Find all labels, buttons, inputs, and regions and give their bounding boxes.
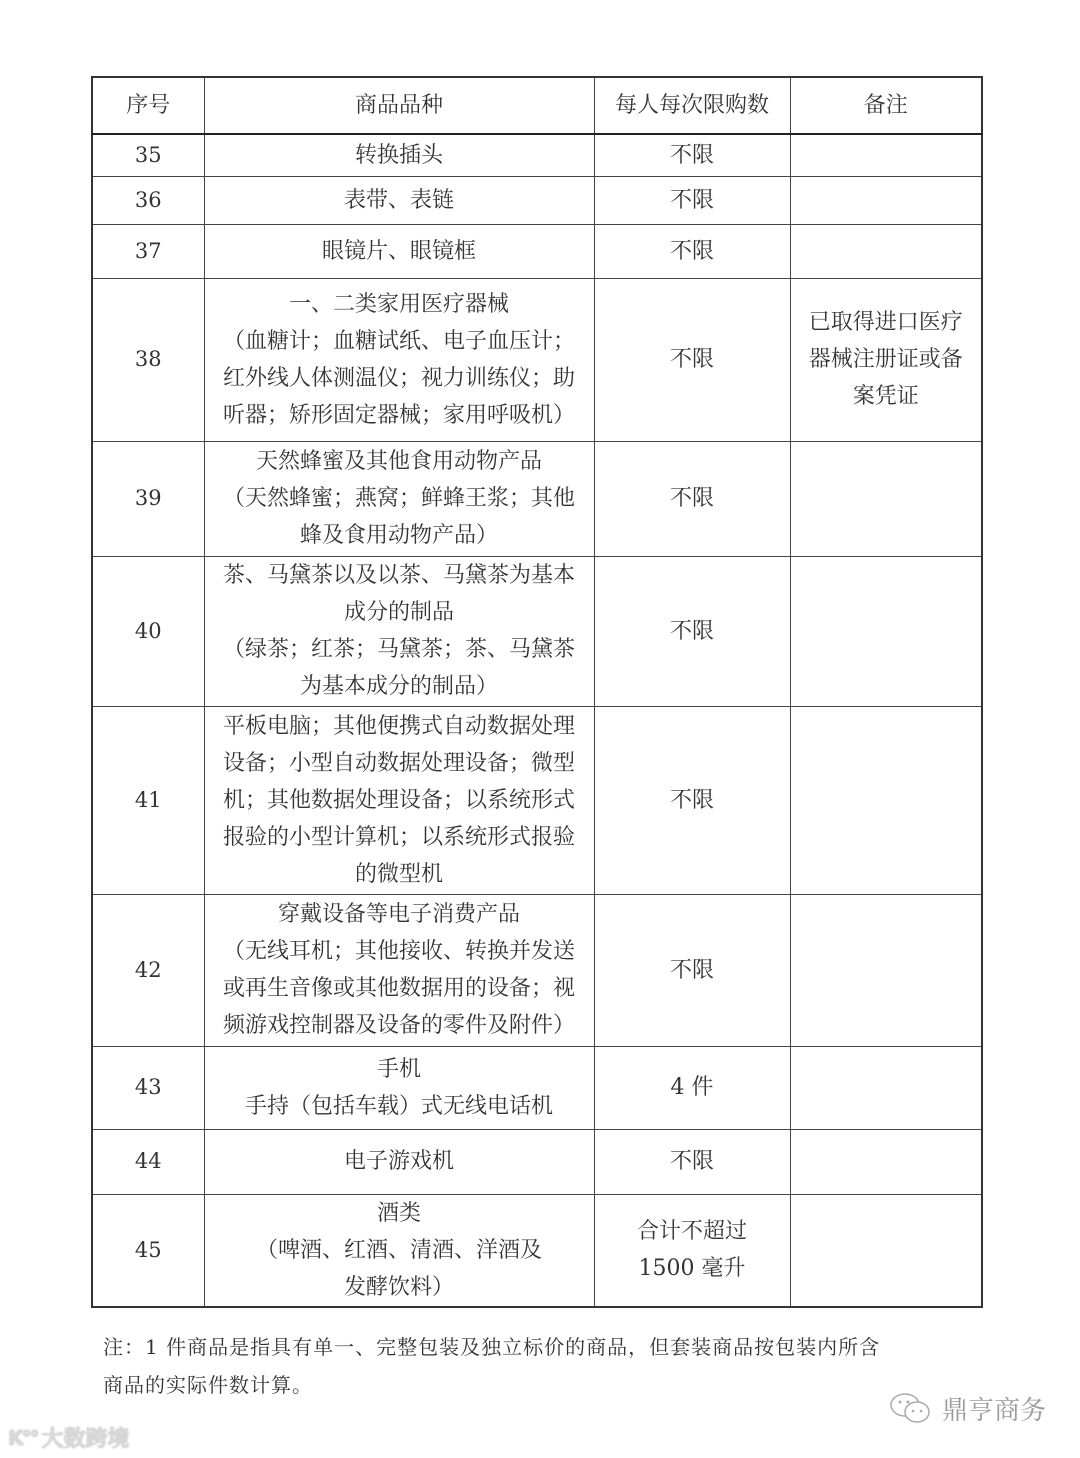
cell-item-type-line: 发酵饮料）	[343, 1274, 454, 1300]
cell-item-type	[204, 134, 594, 176]
cell-item-type-line: 穿戴设备等电子消费产品	[277, 902, 520, 927]
cell-item-type-line: 电子游戏机	[343, 1149, 454, 1174]
cell-serial-no: 42	[92, 894, 204, 1046]
dashu-logo-icon: K°°	[8, 1425, 38, 1450]
cell-item-type	[204, 441, 594, 556]
cell-remark-line: 器械注册证或备	[808, 347, 963, 372]
cell-item-type-line: 平板电脑；其他便携式自动数据处理	[222, 713, 575, 739]
cell-item-type-line: （绿茶；红茶；马黛茶；茶、马黛茶	[222, 637, 575, 662]
cell-serial-no: 37	[92, 224, 204, 278]
cell-serial-no: 36	[92, 176, 204, 224]
cell-limit-line: 不限	[669, 238, 714, 264]
cell-limit-line: 不限	[669, 187, 714, 213]
cell-limit	[594, 894, 790, 1046]
cell-serial-no: 45	[92, 1194, 204, 1307]
footnote-line-1: 注：1 件商品是指具有单一、完整包装及独立标价的商品，但套装商品按包装内所含	[103, 1335, 881, 1359]
cell-limit-line: 不限	[669, 1149, 714, 1174]
table-row	[92, 224, 982, 278]
cell-limit-line: 不限	[669, 618, 714, 644]
cell-item-type	[204, 706, 594, 894]
cell-item-type-line: 眼镜片、眼镜框	[321, 238, 476, 264]
cell-remark	[790, 224, 982, 278]
cell-limit-line: 不限	[669, 957, 714, 983]
cell-item-type-line: 设备；小型自动数据处理设备；微型	[222, 750, 575, 776]
table-row	[92, 1129, 982, 1194]
cell-remark	[790, 894, 982, 1046]
cell-remark	[790, 1129, 982, 1194]
table-row	[92, 176, 982, 224]
cell-item-type-line: 手持（包括车载）式无线电话机	[244, 1093, 553, 1119]
table-row	[92, 134, 982, 176]
cell-item-type-line: （无线耳机；其他接收、转换并发送	[222, 939, 575, 964]
cell-serial-no: 35	[92, 134, 204, 176]
cell-limit-line: 不限	[669, 347, 714, 372]
cell-item-type-line: 手机	[376, 1056, 421, 1082]
cell-item-type-line: 听器；矫形固定器械；家用呼吸机）	[222, 402, 575, 428]
cell-item-type-line: 或再生音像或其他数据用的设备；视	[222, 976, 575, 1001]
cell-limit	[594, 441, 790, 556]
cell-item-type-line: （天然蜂蜜；燕窝；鲜蜂王浆；其他	[222, 486, 575, 511]
cell-remark-line: 案凭证	[852, 384, 919, 409]
cell-limit-line: 1500 毫升	[638, 1256, 746, 1281]
cell-limit-line: 合计不超过	[636, 1219, 747, 1244]
cell-limit	[594, 176, 790, 224]
header-remark: 备注	[790, 77, 982, 134]
cell-item-type-line: （血糖计；血糖试纸、电子血压计；	[222, 328, 575, 354]
purchase-limit-table	[91, 76, 983, 1308]
cell-serial-no: 40	[92, 556, 204, 706]
cell-serial-no: 43	[92, 1046, 204, 1129]
cell-limit	[594, 1046, 790, 1129]
cell-item-type	[204, 176, 594, 224]
cell-limit	[594, 1129, 790, 1194]
watermark-dingheng	[888, 1390, 1046, 1427]
cell-item-type-line: 的微型机	[354, 861, 443, 887]
table-row	[92, 441, 982, 556]
cell-item-type-line: 转换插头	[354, 142, 443, 168]
cell-remark	[790, 134, 982, 176]
cell-remark	[790, 706, 982, 894]
cell-limit-line: 不限	[669, 142, 714, 168]
cell-item-type-line: 为基本成分的制品）	[299, 674, 498, 699]
cell-item-type-line: （啤酒、红酒、清酒、洋酒及	[255, 1237, 542, 1263]
cell-item-type-line: 成分的制品	[343, 600, 454, 625]
table-row	[92, 556, 982, 706]
header-item-type: 商品品种	[204, 77, 594, 134]
table-row	[92, 706, 982, 894]
table-row	[92, 1194, 982, 1307]
table-row	[92, 278, 982, 441]
table-row	[92, 894, 982, 1046]
cell-remark	[790, 278, 982, 441]
cell-limit-line: 不限	[669, 787, 714, 813]
cell-item-type-line: 表带、表链	[343, 187, 454, 213]
cell-item-type	[204, 278, 594, 441]
watermark-right-text: 鼎亨商务	[942, 1396, 1047, 1426]
cell-item-type	[204, 556, 594, 706]
table-row	[92, 1046, 982, 1129]
cell-limit-line: 不限	[669, 486, 714, 511]
cell-limit	[594, 556, 790, 706]
cell-item-type-line: 红外线人体测温仪；视力训练仪；助	[222, 365, 575, 391]
cell-limit	[594, 278, 790, 441]
cell-serial-no: 39	[92, 441, 204, 556]
cell-limit	[594, 1194, 790, 1307]
cell-limit	[594, 224, 790, 278]
cell-item-type-line: 蜂及食用动物产品）	[299, 523, 498, 548]
cell-item-type-line: 茶、马黛茶以及以茶、马黛茶为基本	[222, 563, 575, 588]
cell-remark	[790, 556, 982, 706]
watermark-left-text: 大数跨境	[41, 1427, 130, 1452]
header-serial-no: 序号	[92, 77, 204, 134]
cell-remark	[790, 1046, 982, 1129]
watermark-dashu	[8, 1422, 130, 1453]
cell-remark	[790, 176, 982, 224]
cell-remark-line: 已取得进口医疗	[808, 310, 963, 335]
footnote-line-2: 商品的实际件数计算。	[103, 1373, 313, 1397]
cell-item-type	[204, 1194, 594, 1307]
cell-item-type-line: 酒类	[376, 1200, 421, 1226]
cell-limit	[594, 134, 790, 176]
cell-item-type	[204, 1129, 594, 1194]
cell-item-type-line: 一、二类家用医疗器械	[288, 291, 509, 317]
cell-item-type	[204, 894, 594, 1046]
wechat-icon	[888, 1391, 936, 1427]
cell-item-type-line: 机；其他数据处理设备；以系统形式	[222, 787, 575, 813]
header-limit: 每人每次限购数	[594, 77, 790, 134]
cell-serial-no: 38	[92, 278, 204, 441]
cell-remark	[790, 441, 982, 556]
cell-remark	[790, 1194, 982, 1307]
cell-item-type-line: 天然蜂蜜及其他食用动物产品	[255, 449, 542, 474]
cell-item-type	[204, 1046, 594, 1129]
footnote	[103, 1328, 983, 1404]
cell-serial-no: 44	[92, 1129, 204, 1194]
table-body	[92, 134, 982, 1307]
table-header-row	[92, 77, 982, 134]
cell-serial-no: 41	[92, 706, 204, 894]
cell-item-type-line: 频游戏控制器及设备的零件及附件）	[222, 1013, 575, 1038]
cell-item-type	[204, 224, 594, 278]
cell-limit	[594, 706, 790, 894]
cell-item-type-line: 报验的小型计算机；以系统形式报验	[222, 824, 575, 850]
cell-limit-line: 4 件	[670, 1075, 714, 1100]
